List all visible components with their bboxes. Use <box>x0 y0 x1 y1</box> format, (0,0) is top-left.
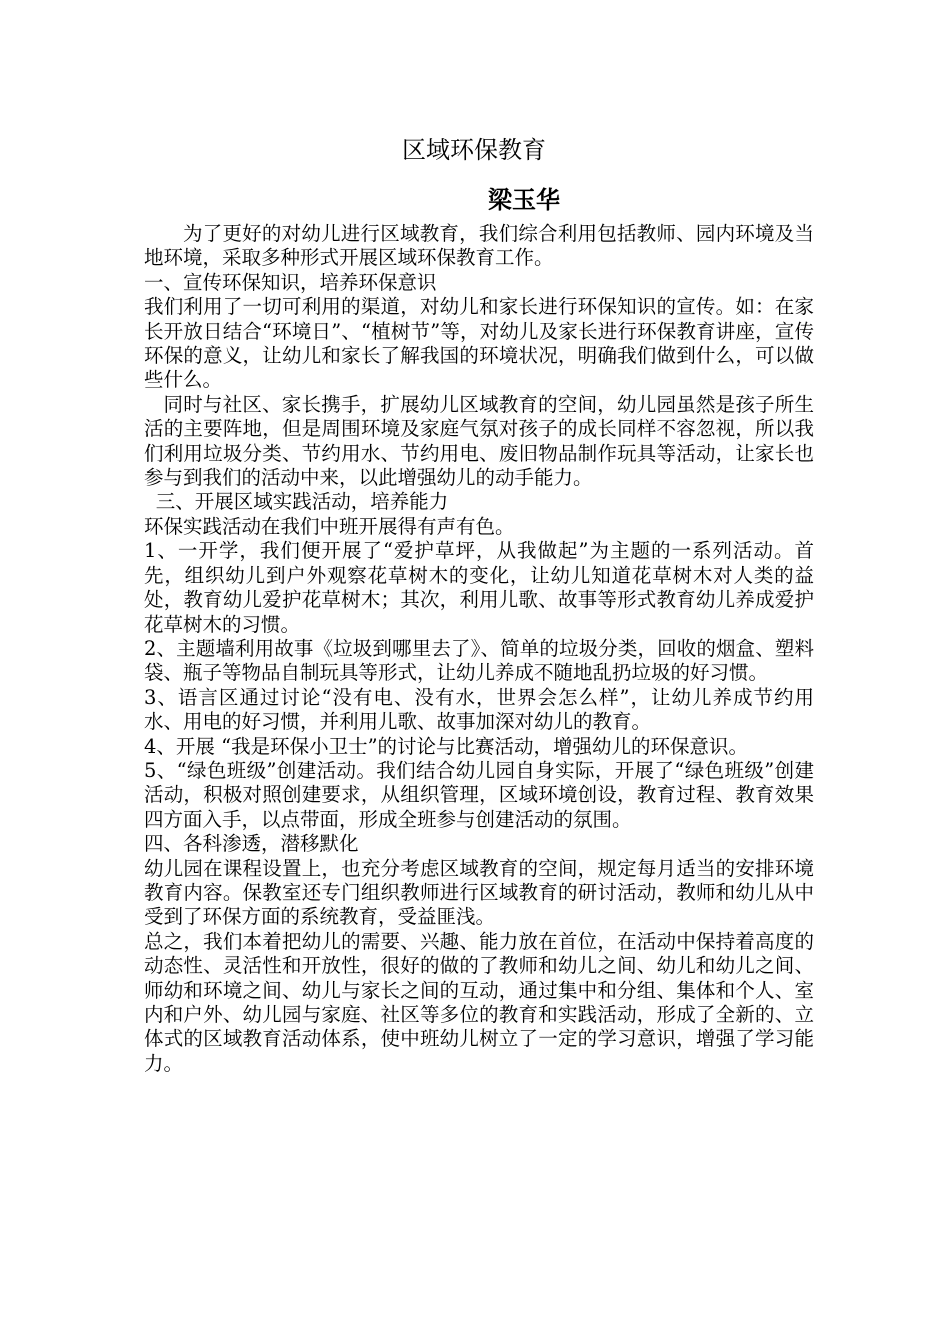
intro-paragraph: 为了更好的对幼儿进行区域教育，我们综合利用包括教师、园内环境及当地环境，采取多种形式开展区域环保教育工作。 <box>144 222 814 270</box>
list-item: 2、主题墙利用故事《垃圾到哪里去了》、简单的垃圾分类，回收的烟盒、塑料袋、瓶子等物品自制玩具等形式，让幼儿养成不随地乱扔垃圾的好习惯。 <box>144 636 814 685</box>
section-heading-3: 三、开展区域实践活动，培养能力 <box>155 490 449 514</box>
body-paragraph: 我们利用了一切可利用的渠道，对幼儿和家长进行环保知识的宣传。如：在家长开放日结合“环境日”、“植树节”等，对幼儿及家长进行环保教育讲座，宣传环保的意义，让幼儿和家长了解我国的环境状况，明确我们做到什么，可以做些什么。 <box>144 295 814 392</box>
document-author: 梁玉华 <box>488 186 560 214</box>
section-heading-4: 四、各科渗透，潜移默化 <box>144 832 359 856</box>
body-paragraph: 幼儿园在课程设置上，也充分考虑区域教育的空间，规定每月适当的安排环境教育内容。保教室还专门组织教师进行区域教育的研讨活动，教师和幼儿从中受到了环保方面的系统教育，受益匪浅。 <box>144 856 814 929</box>
list-item: 3、语言区通过讨论“没有电、没有水，世界会怎么样”，让幼儿养成节约用水、用电的好习惯，并利用儿歌、故事加深对幼儿的教育。 <box>144 685 814 734</box>
list-item: 1、一开学，我们便开展了“爱护草坪，从我做起”为主题的一系列活动。首先，组织幼儿到户外观察花草树木的变化，让幼儿知道花草树木对人类的益处，教育幼儿爱护花草树木；其次，利用儿歌、故事等形式教育幼儿养成爱护花草树木的习惯。 <box>144 539 814 636</box>
document-body <box>144 222 814 1076</box>
list-item: 4、开展 “我是环保小卫士”的讨论与比赛活动，增强幼儿的环保意识。 <box>144 734 749 758</box>
list-item: 5、“绿色班级”创建活动。我们结合幼儿园自身实际，开展了“绿色班级”创建活动，积极对照创建要求，从组织管理，区域环境创设，教育过程、教育效果四方面入手，以点带面，形成全班参与创建活动的氛围。 <box>144 758 814 831</box>
body-paragraph: 环保实践活动在我们中班开展得有声有色。 <box>144 514 515 538</box>
document-title: 区域环保教育 <box>402 136 546 164</box>
body-paragraph: 同时与社区、家长携手，扩展幼儿区域教育的空间，幼儿园虽然是孩子所生活的主要阵地，但是周围环境及家庭气氛对孩子的成长同样不容忽视，所以我们利用垃圾分类、节约用水、节约用电、废旧物品制作玩具等活动，让家长也参与到我们的活动中来，以此增强幼儿的动手能力。 <box>144 392 814 490</box>
section-heading-1: 一、宣传环保知识，培养环保意识 <box>144 270 437 294</box>
conclusion-paragraph: 总之，我们本着把幼儿的需要、兴趣、能力放在首位，在活动中保持着高度的动态性、灵活性和开放性，很好的做的了教师和幼儿之间、幼儿和幼儿之间、师幼和环境之间、幼儿与家长之间的互动，通过集中和分组、集体和个人、室内和户外、幼儿园与家庭、社区等多位的教育和实践活动，形成了全新的、立体式的区域教育活动体系，使中班幼儿树立了一定的学习意识，增强了学习能力。 <box>144 929 814 1075</box>
